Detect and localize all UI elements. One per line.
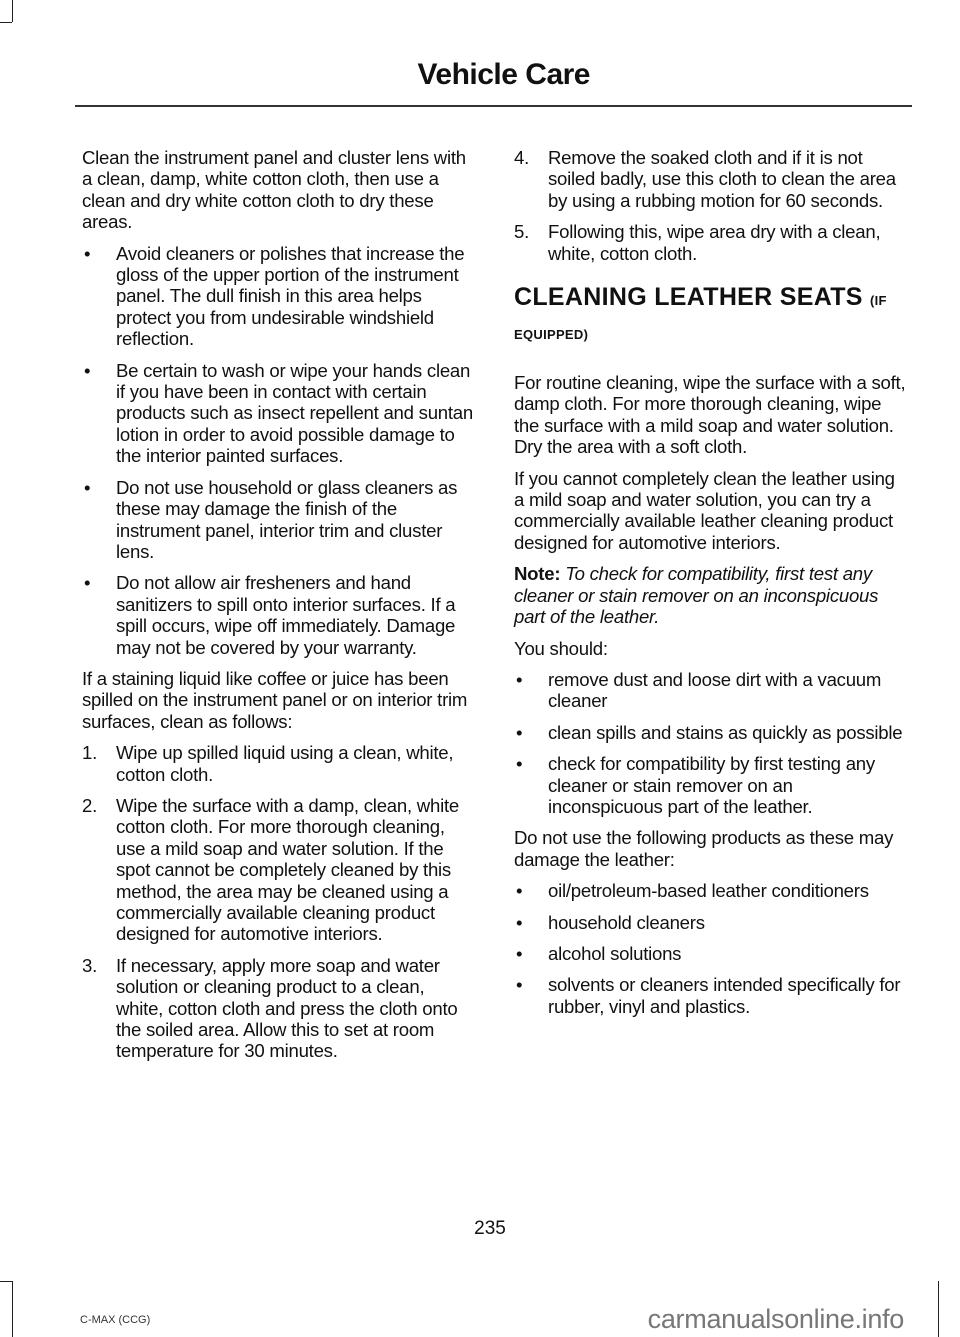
bullet-marker: •	[516, 721, 523, 743]
step-item	[82, 742, 476, 785]
routine-cleaning-paragraph: For routine cleaning, wipe the surface with a soft, damp cloth. For more thorough cleaning, wipe the surface with a mild soap and water solution. Dry the area with a soft cloth.	[514, 372, 906, 458]
bullet-marker: •	[516, 974, 523, 996]
bullet-text: alcohol solutions	[548, 942, 682, 964]
page-number: 235	[474, 1218, 506, 1239]
step-text: Following this, wipe area dry with a clean, white, cotton cloth.	[548, 221, 881, 264]
section-heading	[514, 282, 908, 350]
bullet-marker: •	[516, 668, 523, 690]
step-number: 4.	[514, 147, 530, 168]
bullet-item	[514, 753, 908, 817]
step-item	[514, 221, 908, 264]
step-number: 3.	[82, 954, 98, 976]
crop-mark	[938, 1281, 939, 1337]
crop-mark	[0, 1281, 12, 1282]
crop-mark	[12, 0, 13, 22]
step-number: 2.	[82, 794, 98, 816]
bullet-marker: •	[516, 911, 523, 933]
bullet-text: Do not use household or glass cleaners as these may damage the finish of the instrument panel, interior trim and cluster lens.	[116, 476, 458, 562]
step-text: If necessary, apply more soap and water solution or cleaning product to a clean, white, cotton cloth and press the cloth onto the soiled area. Allow this to set at room temperature for 30 minutes.	[116, 954, 458, 1062]
leather-cleaner-paragraph: If you cannot completely clean the leather using a mild soap and water solution, you can try a commercially available leather cleaning product designed for automotive interiors.	[514, 467, 895, 553]
bullet-marker: •	[516, 753, 523, 775]
right-column	[514, 147, 908, 1027]
step-item	[82, 955, 476, 1062]
bullet-marker: •	[84, 359, 91, 381]
bullet-item	[82, 243, 476, 350]
model-footer: C-MAX (CCG)	[80, 1314, 151, 1326]
step-text: Wipe the surface with a damp, clean, white cotton cloth. For more thorough cleaning, use a mild soap and water solution. If the spot cannot be completely cleaned by this method, the area may be cleaned using a commercially available cleaning product designed for automotive interiors.	[116, 794, 459, 945]
bullet-marker: •	[84, 476, 91, 498]
bullet-item	[514, 974, 908, 1017]
note-label: Note:	[514, 563, 561, 585]
bullet-item	[82, 360, 476, 467]
bullet-text: Do not allow air fresheners and hand sanitizers to spill onto interior surfaces. If a spill occurs, wipe off immediately. Damage may not be covered by your warranty.	[116, 572, 456, 658]
bullet-marker: •	[84, 242, 91, 264]
bullet-text: Be certain to wash or wipe your hands clean if you have been in contact with certain products such as insect repellent and suntan lotion in order to avoid possible damage to the interior painted surfaces.	[116, 359, 473, 467]
bullet-text: household cleaners	[548, 911, 705, 933]
bullet-marker: •	[516, 942, 523, 964]
step-text: Remove the soaked cloth and if it is not soiled badly, use this cloth to clean the area by using a rubbing motion for 60 seconds.	[548, 147, 896, 211]
bullet-text: solvents or cleaners intended specifically for rubber, vinyl and plastics.	[548, 974, 901, 1017]
bullet-item	[514, 912, 908, 933]
note	[514, 563, 908, 627]
step-number: 5.	[514, 221, 530, 243]
bullet-item	[82, 477, 476, 563]
step-text: Wipe up spilled liquid using a clean, white, cotton cloth.	[116, 742, 454, 785]
bullet-text: check for compatibility by first testing any cleaner or stain remover on an inconspicuous part of the leather.	[548, 753, 875, 817]
stain-intro: If a staining liquid like coffee or juice has been spilled on the instrument panel or on interior trim surfaces, clean as follows:	[82, 667, 468, 732]
heading-suffix: (IF EQUIPPED)	[514, 293, 887, 343]
intro-paragraph: Clean the instrument panel and cluster lens with a clean, damp, white cotton cloth, then use a clean and dry white cotton cloth to dry these areas.	[82, 147, 466, 233]
bullet-item	[82, 572, 476, 658]
note-text: To check for compatibility, first test any cleaner or stain remover on an inconspicuous part of the leather.	[514, 563, 879, 628]
bullet-text: Avoid cleaners or polishes that increase the gloss of the upper portion of the instrument panel. The dull finish in this area helps protect you from undesirable windshield reflection.	[116, 242, 465, 350]
watermark: carmanualsonline.info	[647, 1304, 904, 1334]
do-not-use: Do not use the following products as these may damage the leather:	[514, 827, 894, 870]
bullet-item	[514, 943, 908, 964]
bullet-marker: •	[84, 572, 91, 594]
step-item	[514, 147, 908, 211]
step-item	[82, 795, 476, 945]
bullet-item	[514, 880, 908, 901]
left-column	[82, 147, 476, 1072]
crop-mark	[0, 22, 12, 23]
page-title: Vehicle Care	[417, 58, 590, 91]
header-rule	[75, 105, 912, 107]
step-number: 1.	[82, 742, 98, 764]
bullet-item	[514, 722, 908, 743]
heading-text: CLEANING LEATHER SEATS	[514, 283, 863, 312]
bullet-marker: •	[516, 880, 523, 902]
bullet-text: oil/petroleum-based leather conditioners	[548, 880, 869, 902]
crop-mark	[12, 1281, 13, 1337]
bullet-text: remove dust and loose dirt with a vacuum cleaner	[548, 668, 882, 712]
you-should: You should:	[514, 637, 608, 659]
bullet-item	[514, 669, 908, 712]
bullet-text: clean spills and stains as quickly as possible	[548, 721, 903, 743]
